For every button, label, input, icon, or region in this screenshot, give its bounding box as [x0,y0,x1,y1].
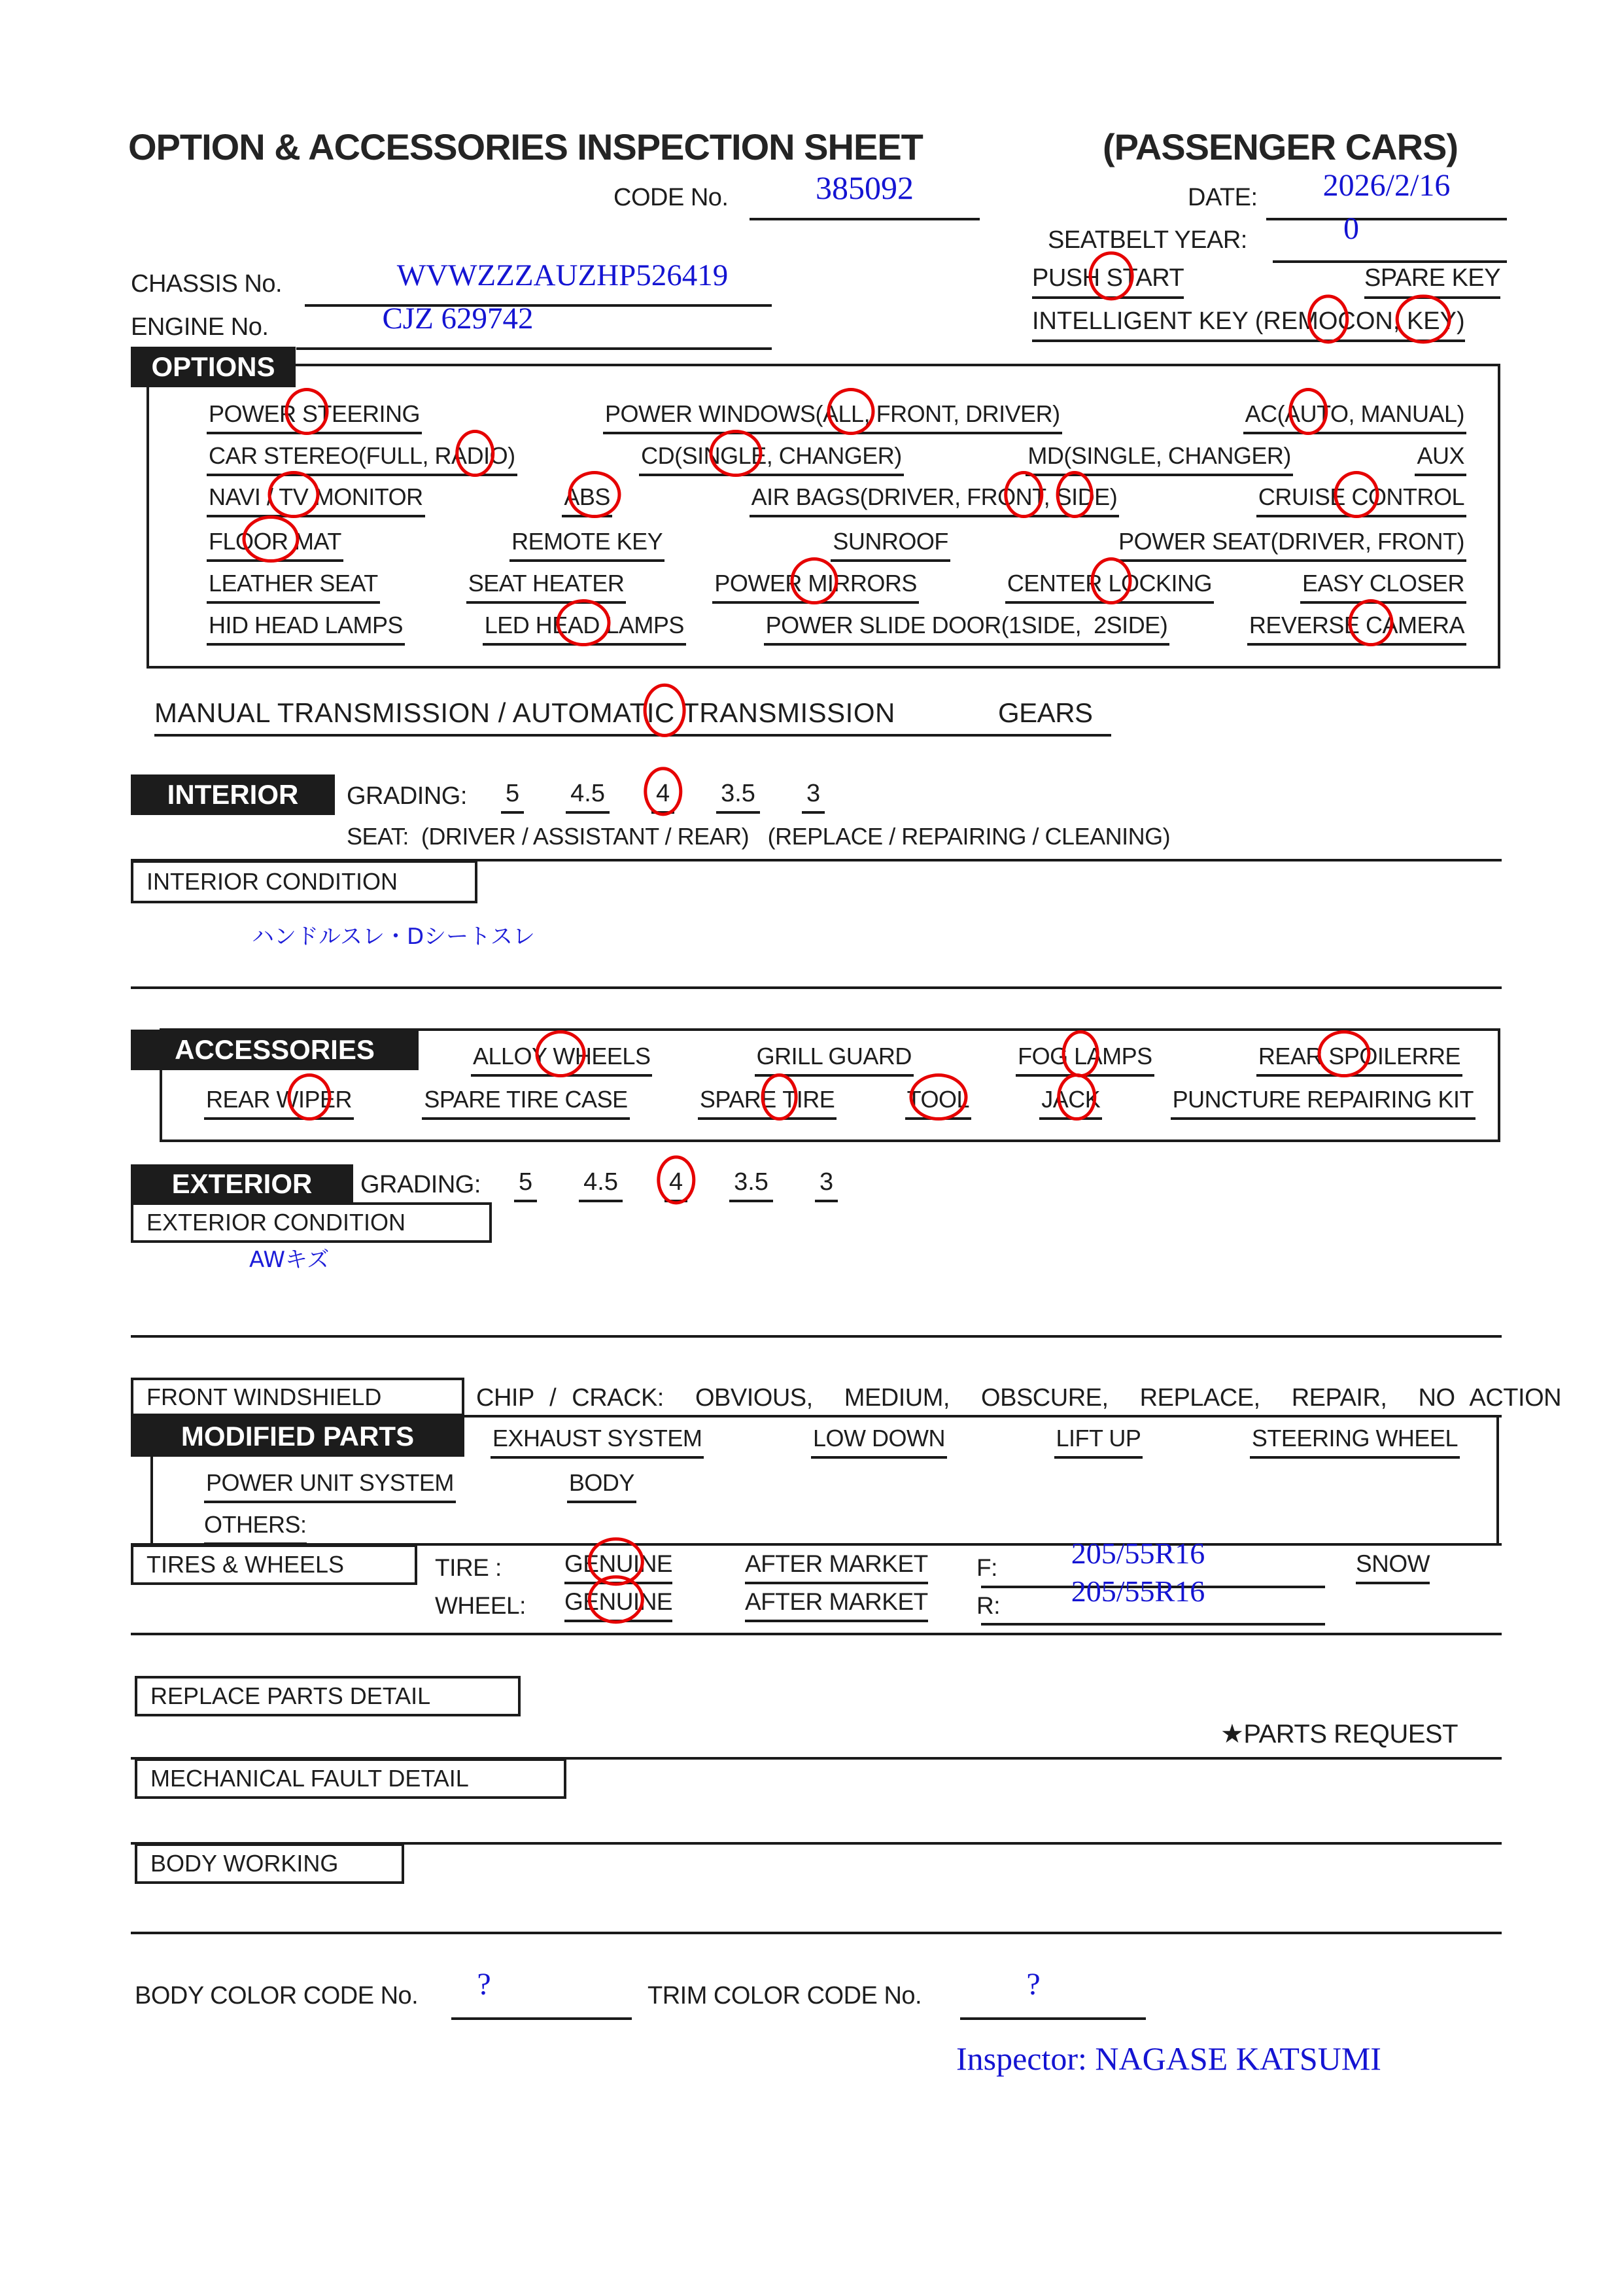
grade-value: 4.5 [566,780,610,814]
option-item: SUNROOF [831,528,950,562]
modified-parts-row [204,1469,747,1503]
options-row [149,570,1495,604]
tires-wheels-box: TIRES & WHEELS [131,1544,417,1585]
option-item: HID HEAD LAMPS [207,612,405,646]
exterior-section-label: EXTERIOR [131,1164,353,1204]
accessories-section-label: ACCESSORIES [131,1030,419,1070]
accessories-row [162,1086,1493,1120]
modified-parts-box-right-border [1496,1415,1499,1544]
grade-value [651,780,674,814]
option-item: REAR SPOILERRE [1256,1043,1462,1077]
engine-no-label: ENGINE No. [131,313,269,341]
trim-color-underline [960,2017,1146,2020]
option-item: SPARE TIRE [698,1086,837,1120]
interior-grading-scale [501,780,825,814]
option-item: NAVI / TV MONITOR [207,483,425,517]
option-item: STEERING WHEEL [1250,1425,1460,1459]
options-section-label: OPTIONS [131,347,296,387]
code-no-value: 385092 [816,169,914,206]
replace-parts-detail-box: REPLACE PARTS DETAIL [135,1676,521,1716]
option-item: REAR WIPER [204,1086,354,1120]
exterior-condition-box: EXTERIOR CONDITION [131,1202,492,1243]
chassis-no-value: WVWZZZAUZHP526419 [396,258,729,292]
seatbelt-year-underline [1273,260,1507,263]
page-title: OPTION & ACCESSORIES INSPECTION SHEET [128,126,923,167]
red-circle-mark: N [1015,483,1033,510]
wheel-after-market-option: AFTER MARKET [745,1588,928,1622]
red-circle-mark: C [1345,483,1368,510]
date-value: 2026/2/16 [1322,168,1451,203]
tire-after-market-option: AFTER MARKET [745,1550,928,1584]
red-circle-mark: KE [1406,307,1440,335]
red-circle-mark: C [1068,1086,1085,1113]
front-windshield-box: FRONT WINDSHIELD [131,1378,464,1416]
tire-label: TIRE : [435,1554,502,1581]
wheel-label: WHEEL: [435,1592,526,1619]
red-circle-mark: LL [838,400,864,427]
exterior-grading-label: GRADING: [360,1171,481,1198]
option-item: AC(AUTO, MANUAL) [1243,400,1466,434]
divider-line [131,1335,1502,1338]
options-row [149,400,1495,434]
engine-no-value: CJZ 629742 [382,302,534,336]
grade-value: 3 [815,1168,838,1202]
code-no-underline [750,218,980,220]
body-color-value: ? [477,1967,491,2002]
red-circle-mark: GL [720,442,751,469]
option-item: CD(SINGLE, CHANGER) [639,442,904,476]
red-circle-mark: 4 [655,780,670,807]
option-item: ABS [562,483,612,517]
wheel-rear-size-value: 205/55R16 [1071,1574,1205,1608]
option-item: LED HEAD LAMPS [483,612,686,646]
body-color-code-label: BODY COLOR CODE No. [135,1982,419,2009]
tire-front-size-value: 205/55R16 [1071,1537,1205,1570]
spare-key-option: SPARE KEY [1364,264,1500,299]
options-row [149,612,1495,646]
option-item: POWER WINDOWS(ALL, FRONT, DRIVER) [603,400,1062,434]
red-circle-mark: SP [1328,1043,1360,1070]
option-item: POWER UNIT SYSTEM [204,1469,456,1503]
red-circle-mark: NU [598,1588,633,1615]
red-circle-mark: AD [567,612,600,638]
modified-parts-others-label: OTHERS: [204,1511,307,1545]
body-working-box: BODY WORKING [135,1843,404,1884]
option-item: FLOOR MAT [207,528,343,562]
trim-color-value: ? [1026,1967,1041,2002]
red-circle-mark: C [1359,612,1383,638]
red-circle-mark: TV [279,483,309,510]
page-subtitle: (PASSENGER CARS) [1103,126,1458,167]
date-label: DATE: [1188,184,1258,211]
option-item: LIFT UP [1054,1425,1143,1459]
option-item: CRUISE CONTROL [1256,483,1466,517]
red-circle-mark: S [296,400,318,427]
red-circle-mark: M [801,570,827,597]
option-item: EASY CLOSER [1300,570,1466,604]
red-circle-mark: 4 [668,1168,683,1196]
mechanical-fault-detail-box: MECHANICAL FAULT DETAIL [135,1758,566,1799]
transmission-option: MANUAL TRANSMISSION / AUTOMATIC TRANSMISSION [154,697,1111,737]
parts-request-label: ★PARTS REQUEST [1220,1720,1458,1748]
interior-condition-box: INTERIOR CONDITION [131,860,477,903]
red-circle-mark: OO [920,1086,957,1113]
red-circle-mark: C [654,697,675,728]
option-item: REMOTE KEY [509,528,664,562]
modified-parts-row [491,1425,1460,1459]
option-item: ALLOY WHEELS [471,1043,652,1077]
exterior-grading-scale [514,1168,838,1202]
option-item: TOOL [905,1086,971,1120]
red-circle-mark: L [1101,570,1121,597]
divider-line [131,986,1502,989]
option-item: CENTER LOCKING [1005,570,1214,604]
option-item: PUNCTURE REPAIRING KIT [1171,1086,1475,1120]
seatbelt-year-value: 0 [1343,211,1359,246]
divider-line [131,1932,1502,1934]
tire-snow-option: SNOW [1356,1550,1430,1584]
wheel-rear-underline [981,1623,1325,1626]
options-row [149,528,1495,562]
gears-label: GEARS [988,697,1103,737]
red-circle-mark: W [546,1043,575,1070]
option-item: SEAT HEATER [466,570,627,604]
push-start-option: PUSH START [1032,264,1184,299]
option-item: POWER SEAT(DRIVER, FRONT) [1116,528,1466,562]
exterior-condition-note: AWキズ [249,1247,330,1273]
red-circle-mark: BS [579,483,610,510]
grade-value: 3 [802,780,825,814]
grade-value: 5 [501,780,524,814]
interior-grading-label: GRADING: [347,782,467,810]
red-circle-mark: U [1300,400,1317,427]
option-item: POWER SLIDE DOOR(1SIDE, 2SIDE) [764,612,1170,646]
option-item: LEATHER SEAT [207,570,380,604]
seatbelt-year-label: SEATBELT YEAR: [1048,226,1247,254]
wheel-rear-label: R: [976,1592,1000,1619]
option-item: AIR BAGS(DRIVER, FRONT, SIDE) [750,483,1120,517]
grade-value: 4.5 [579,1168,623,1202]
tire-front-label: F: [976,1554,997,1581]
grade-value [664,1168,687,1202]
red-circle-mark: IP [298,1086,320,1113]
options-row [149,442,1495,476]
trim-color-code-label: TRIM COLOR CODE No. [647,1982,922,2009]
option-item: GRILL GUARD [755,1043,914,1077]
red-circle-mark: S [1099,264,1123,292]
red-circle-mark: OR [253,528,288,555]
option-item: REVERSE CAMERA [1247,612,1466,646]
inspector-signature: Inspector: NAGASE KATSUMI [956,2040,1381,2077]
red-circle-mark [776,1086,783,1113]
red-circle-mark: O [1318,307,1338,335]
chassis-no-label: CHASSIS No. [131,270,283,298]
option-item: FOG LAMPS [1016,1043,1154,1077]
interior-seat-line: SEAT: (DRIVER / ASSISTANT / REAR) (REPLACE / REPAIRING / CLEANING) [347,823,1171,850]
grade-value: 3.5 [716,780,760,814]
option-item: POWER MIRRORS [712,570,919,604]
red-circle-mark: I [1071,483,1078,510]
option-item: LOW DOWN [811,1425,947,1459]
interior-section-label: INTERIOR [131,774,335,815]
code-no-label: CODE No. [613,184,729,211]
option-item: AUX [1415,442,1466,476]
chip-crack-options: CHIP / CRACK: OBVIOUS, MEDIUM, OBSCURE, REPLACE, REPAIR, NO ACTION [476,1384,1562,1412]
engine-no-underline [296,347,772,350]
option-item: JACK [1039,1086,1102,1120]
option-item: CAR STEREO(FULL, RADIO) [207,442,517,476]
red-circle-mark: D [466,442,484,469]
options-row [149,483,1495,517]
grade-value: 5 [514,1168,537,1202]
option-item: BODY [567,1469,636,1503]
grade-value: 3.5 [729,1168,773,1202]
accessories-row [162,1043,1493,1077]
option-item: EXHAUST SYSTEM [491,1425,704,1459]
red-circle-mark: NU [598,1550,633,1577]
option-item: MD(SINGLE, CHANGER) [1026,442,1293,476]
tire-genuine-option: GENUINE [564,1550,672,1584]
modified-parts-section-label: MODIFIED PARTS [131,1416,464,1457]
red-circle-mark: L [1074,1043,1087,1070]
divider-line [131,1633,1502,1635]
option-item: POWER STEERING [207,400,422,434]
interior-condition-note: ハンドルスレ・Dシートスレ [252,924,535,950]
wheel-genuine-option: GENUINE [564,1588,672,1622]
option-item: SPARE TIRE CASE [422,1086,629,1120]
body-color-underline [451,2017,632,2020]
intelligent-key-option: INTELLIGENT KEY (REMOCON, KEY) [1032,307,1465,342]
